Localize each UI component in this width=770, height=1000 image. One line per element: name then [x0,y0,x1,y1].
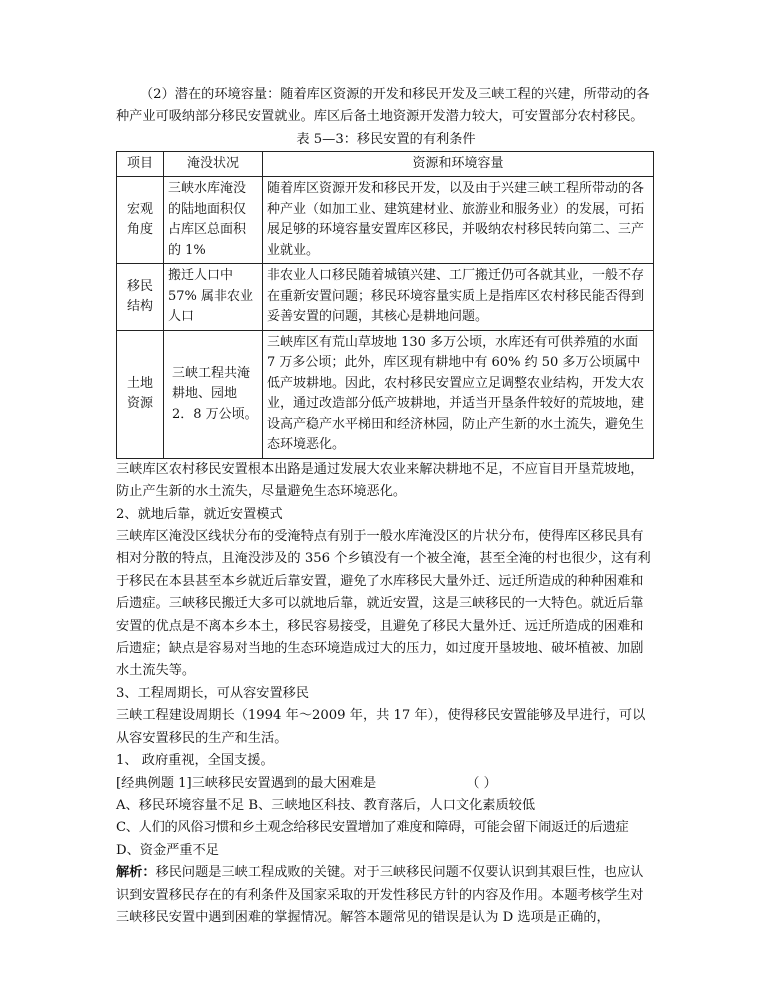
document-page [116,84,656,929]
header-item: 项目 [117,151,164,177]
favorable-conditions-table [116,151,654,459]
option-a-b: A、移民环境容量不足 B、三峡地区科技、教育落后，人口文化素质较低 [116,797,536,813]
analysis-paragraph [116,862,656,929]
section-heading-3: 3、工程周期长，可从容安置移民 [116,685,310,701]
example-question-text: 三峡移民安置遇到的最大困难是 [191,775,377,791]
body-paragraph-3: 三峡工程建设周期长（1994 年～2009 年，共 17 年），使得移民安置能够及早进行，可以从容安置移民的生产和生活。 [116,708,646,746]
section-heading-2: 2、就地后靠，就近安置模式 [116,506,283,522]
table-caption: 表 5—3：移民安置的有利条件 [296,131,476,147]
table-header-row [117,151,654,177]
row-item: 宏观角度 [117,177,164,264]
row-capacity: 非农业人口移民随着城镇兴建、工厂搬迁仍可各就其业，一般不存在重新安置问题；移民环境容量实质上是指库区农村移民能否得到妥善安置的问题，其核心是耕地问题。 [263,264,654,331]
body-paragraph-2: 三峡库区淹没区线状分布的受淹特点有别于一般水库淹没区的片状分布，使得库区移民具有相对分散的特点，且淹没涉及的 356 个乡镇没有一个被全淹，甚至全淹的村也很少，这有利于移民在本县甚至本乡就近后靠安置，避免了水库移民大量外迁、远迁所造成的种种困难和后遗症。三峡移民搬迁大多可以就地后靠，就近安置，这是三峡移民的一大特色。就近后靠安置的优点是不离本乡本土，移民容易接受，且避免了移民大量外迁、远迁所造成的困难和后遗症；缺点是容易对当地的生态环境造成过大的压力，如过度开垦坡地、破坏植被、加剧水土流失等。 [116,529,651,679]
table-row [117,330,654,458]
row-item: 移民结构 [117,264,164,331]
example-title: [经典例题 1] [116,775,192,791]
row-capacity: 三峡库区有荒山草坡地 130 多万公顷，水库还有可供养殖的水面 7 万多公顷；此外，库区现有耕地中有 60% 约 50 多万公顷属中低产坡耕地。因此，农村移民安置应立足调整农业结构，开发大农业，通过改造部分低产坡耕地，并适当开垦条件较好的荒坡地，建设高产稳产水平梯田和经济林园，防止产生新的水土流失，避免生态环境恶化。 [263,330,654,458]
analysis-text: 移民问题是三峡工程成败的关键。对于三峡移民问题不仅要认识到其艰巨性，也应认识到安置移民存在的有利条件及国家采取的开发性移民方针的内容及作用。本题考核学生对三峡移民安置中遇到困难的掌握情况。解答本题常见的错误是认为 D 选项是正确的， [116,865,644,925]
answer-parentheses: （ ） [466,775,497,791]
row-status: 三峡水库淹没的陆地面积仅占库区总面积的 1% [164,177,263,264]
row-capacity: 随着库区资源开发和移民开发，以及由于兴建三峡工程所带动的各种产业（如加工业、建筑建材业、旅游业和服务业）的发展，可拓展足够的环境容量安置库区移民，并吸纳农村移民转向第二、三产业就业。 [263,177,654,264]
row-item: 土地资源 [117,330,164,458]
row-status: 搬迁人口中 57% 属非农业人口 [164,264,263,331]
table-row [117,177,654,264]
row-status: 三峡工程共淹耕地、园地 2．8 万公顷。 [164,330,263,458]
body-paragraph-1: 三峡库区农村移民安置根本出路是通过发展大农业来解决耕地不足，不应盲目开垦荒坡地，防止产生新的水土流失，尽量避免生态环境恶化。 [116,461,644,500]
header-status: 淹没状况 [164,151,263,177]
header-capacity: 资源和环境容量 [263,151,654,177]
table-row [117,264,654,331]
example-question [116,773,656,795]
intro-paragraph: （2）潜在的环境容量：随着库区资源的开发和移民开发及三峡工程的兴建，所带动的各种产业可吸纳部分移民安置就业。库区后备土地资源开发潜力较大，可安置部分农村移民。 [116,87,650,125]
option-c: C、人们的风俗习惯和乡土观念给移民安置增加了难度和障碍，可能会留下闹返迁的后遗症 [116,820,629,836]
option-d: D、资金严重不足 [116,842,219,858]
analysis-label: 解析： [116,865,156,881]
section-heading-4: 1、 政府重视，全国支援。 [116,753,274,769]
